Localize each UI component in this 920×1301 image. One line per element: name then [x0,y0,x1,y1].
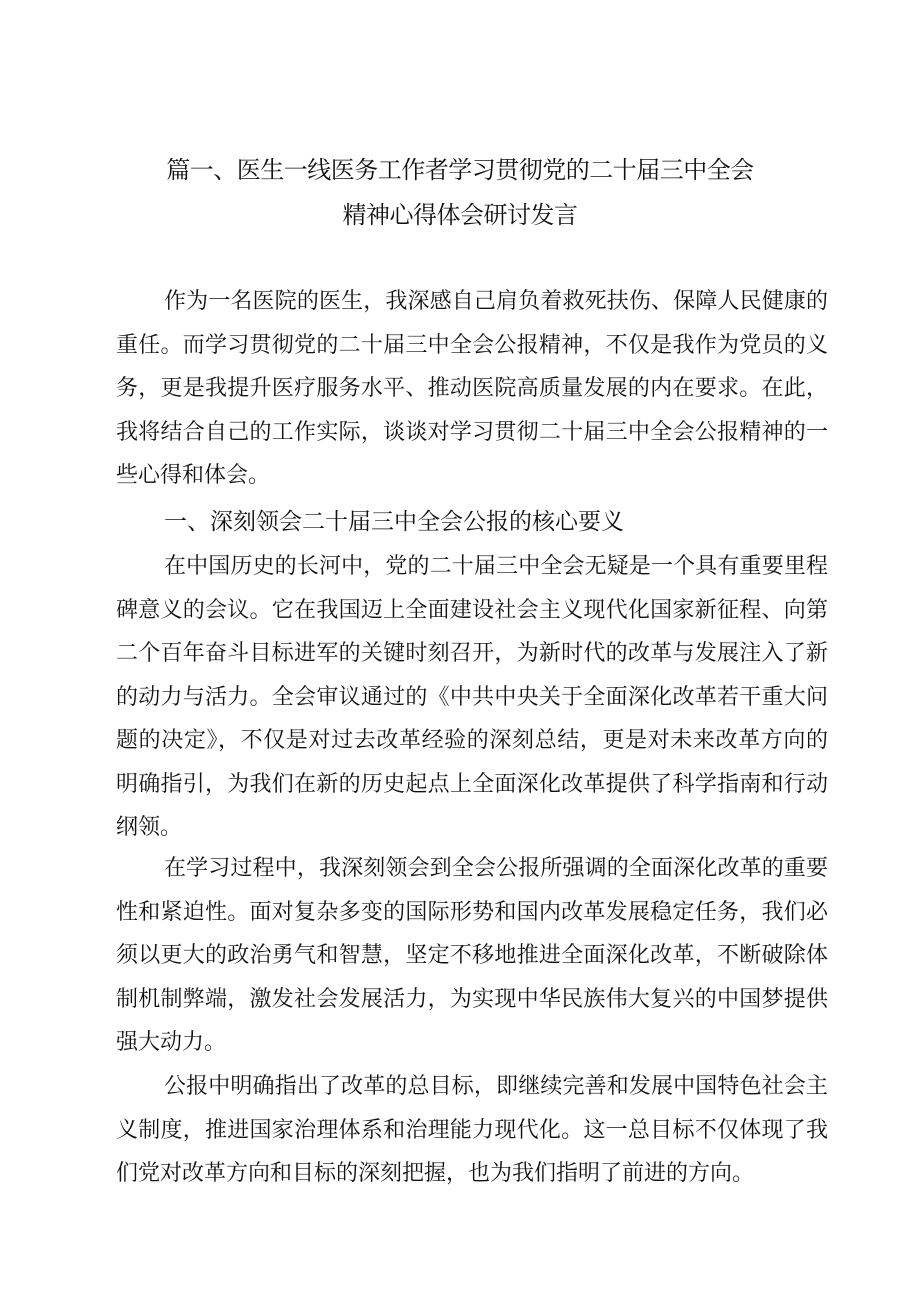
section-paragraph-1: 在中国历史的长河中，党的二十届三中全会无疑是一个具有重要里程碑意义的会议。它在我国迈上全面建设社会主义现代化国家新征程、向第二个百年奋斗目标进军的关键时刻召开，为新时代的改革与发展注入了新的动力与活力。全会审议通过的《中共中央关于全面深化改革若干重大问题的决定》，不仅是对过去改革经验的深刻总结，更是对未来改革方向的明确指引，为我们在新的历史起点上全面深化改革提供了科学指南和行动纲领。 [116,554,828,840]
document-title-line-2: 精神心得体会研讨发言 [342,201,578,229]
section-paragraph-3: 公报中明确指出了改革的总目标，即继续完善和发展中国特色社会主义制度，推进国家治理体系和治理能力现代化。这一总目标不仅体现了我们党对改革方向和目标的深刻把握，也为我们指明了前进的方向。 [116,1074,828,1186]
section-heading: 一、深刻领会二十届三中全会公报的核心要义 [164,509,624,535]
document-title-line-1: 篇一、医生一线医务工作者学习贯彻党的二十届三中全会 [166,156,754,184]
section-paragraph-2: 在学习过程中，我深刻领会到全会公报所强调的全面深化改革的重要性和紧迫性。面对复杂多变的国际形势和国内改革发展稳定任务，我们必须以更大的政治勇气和智慧，坚定不移地推进全面深化改革，不断破除体制机制弊端，激发社会发展活力，为实现中华民族伟大复兴的中国梦提供强大动力。 [116,856,828,1055]
intro-paragraph: 作为一名医院的医生，我深感自己肩负着救死扶伤、保障人民健康的重任。而学习贯彻党的二十届三中全会公报精神，不仅是我作为党员的义务，更是我提升医疗服务水平、推动医院高质量发展的内在要求。在此，我将结合自己的工作实际，谈谈对学习贯彻二十届三中全会公报精神的一些心得和体会。 [116,289,828,488]
